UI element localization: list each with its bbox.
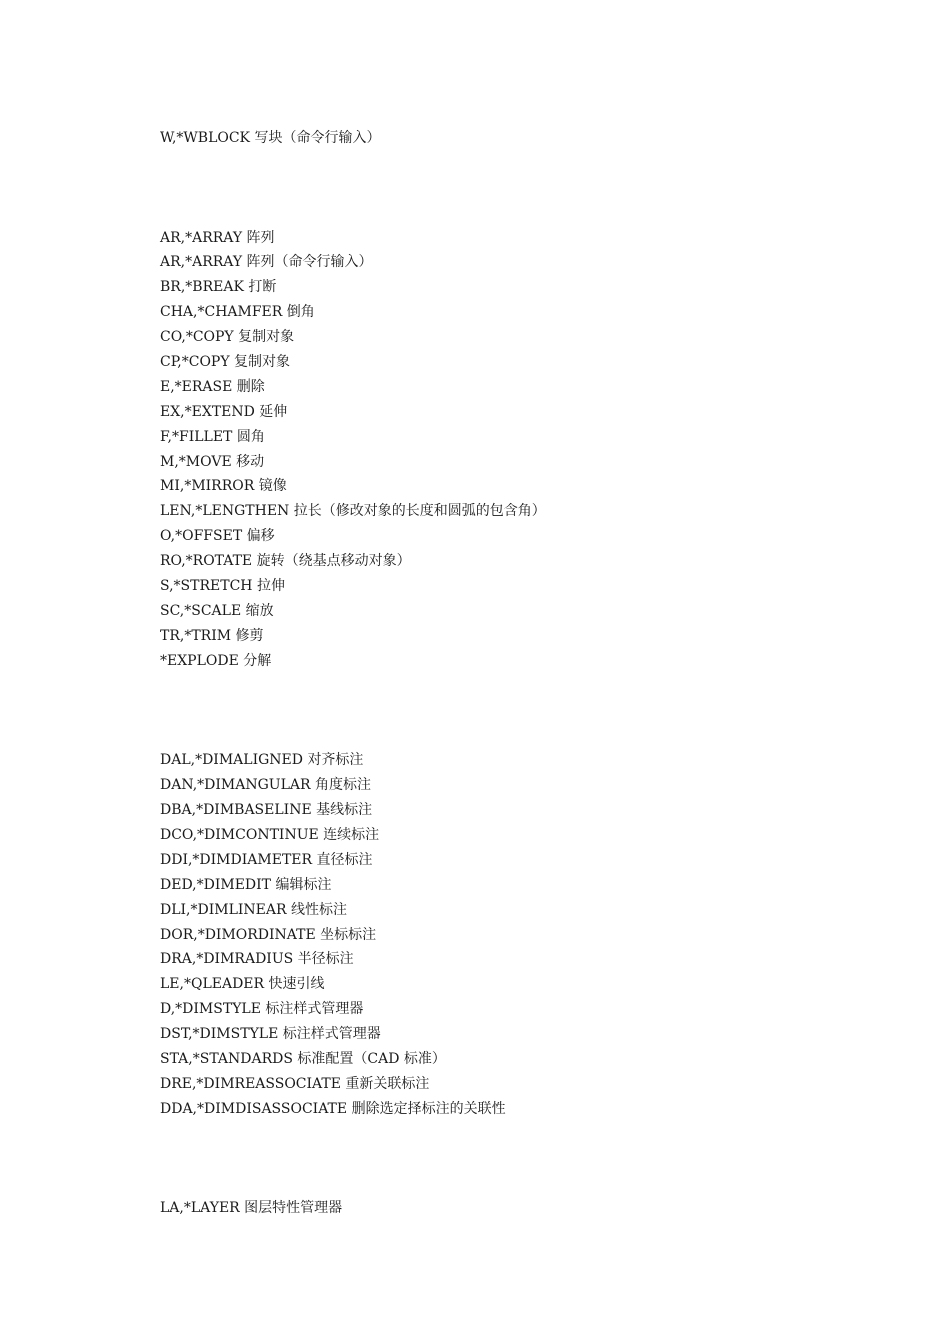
command-line: DCO,*DIMCONTINUE 连续标注 — [160, 826, 380, 843]
section-modify-commands — [160, 226, 880, 674]
command-line: DRA,*DIMRADIUS 半径标注 — [160, 951, 354, 968]
command-line: STA,*STANDARDS 标准配置（CAD 标准） — [160, 1050, 446, 1067]
command-line: DDA,*DIMDISASSOCIATE 删除选定择标注的关联性 — [160, 1100, 506, 1117]
section-layer-commands — [160, 1196, 880, 1221]
command-line: BR,*BREAK 打断 — [160, 279, 277, 296]
command-line: DAN,*DIMANGULAR 角度标注 — [160, 777, 371, 794]
command-line: TR,*TRIM 修剪 — [160, 627, 264, 644]
command-line: RO,*ROTATE 旋转（绕基点移动对象） — [160, 553, 411, 570]
command-line: DDI,*DIMDIAMETER 直径标注 — [160, 851, 373, 868]
command-line: DST,*DIMSTYLE 标注样式管理器 — [160, 1026, 381, 1043]
section-gap — [160, 1122, 880, 1197]
command-line: DBA,*DIMBASELINE 基线标注 — [160, 802, 373, 819]
section-dimension-commands — [160, 748, 880, 1121]
command-line: CP,*COPY 复制对象 — [160, 354, 291, 371]
command-line: LEN,*LENGTHEN 拉长（修改对象的长度和圆弧的包含角） — [160, 503, 546, 520]
command-line: M,*MOVE 移动 — [160, 453, 265, 470]
section-gap — [160, 151, 880, 226]
command-line: EX,*EXTEND 延伸 — [160, 403, 288, 420]
command-line: LE,*QLEADER 快速引线 — [160, 976, 325, 993]
command-line: MI,*MIRROR 镜像 — [160, 478, 287, 495]
command-line: AR,*ARRAY 阵列 — [160, 229, 275, 246]
command-line: E,*ERASE 删除 — [160, 378, 265, 395]
command-line: O,*OFFSET 偏移 — [160, 528, 275, 545]
command-line: D,*DIMSTYLE 标注样式管理器 — [160, 1001, 364, 1018]
command-line: S,*STRETCH 拉伸 — [160, 578, 285, 595]
command-line: DRE,*DIMREASSOCIATE 重新关联标注 — [160, 1075, 430, 1092]
command-line: *EXPLODE 分解 — [160, 652, 272, 669]
command-line: CHA,*CHAMFER 倒角 — [160, 304, 315, 321]
command-list — [160, 126, 880, 1221]
command-line: SC,*SCALE 缩放 — [160, 602, 274, 619]
command-line: LA,*LAYER 图层特性管理器 — [160, 1200, 343, 1217]
section-gap — [160, 674, 880, 749]
section-block-commands — [160, 126, 880, 151]
command-line: DED,*DIMEDIT 编辑标注 — [160, 876, 332, 893]
command-line: AR,*ARRAY 阵列（命令行输入） — [160, 254, 373, 271]
command-line: DOR,*DIMORDINATE 坐标标注 — [160, 926, 377, 943]
command-line: W,*WBLOCK 写块（命令行输入） — [160, 130, 381, 146]
command-line: DLI,*DIMLINEAR 线性标注 — [160, 901, 347, 918]
command-line: F,*FILLET 圆角 — [160, 428, 265, 445]
command-line: CO,*COPY 复制对象 — [160, 329, 295, 346]
command-line: DAL,*DIMALIGNED 对齐标注 — [160, 752, 364, 769]
